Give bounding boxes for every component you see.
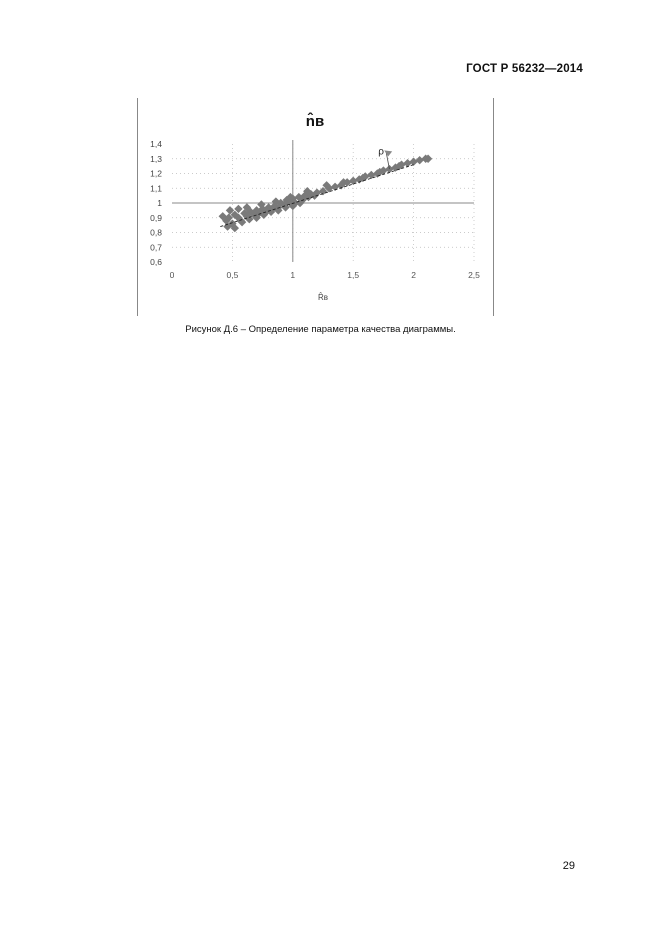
y-tick-label: 0,7 bbox=[150, 242, 162, 253]
figure-caption bbox=[0, 324, 661, 335]
x-tick-label: 2,5 bbox=[468, 270, 480, 280]
y-tick-label: 1 bbox=[157, 198, 162, 208]
data-point bbox=[415, 156, 423, 164]
chart-trend bbox=[220, 165, 413, 227]
figure-caption-text: Рисунок Д.6 – Определение параметра качества диаграммы. bbox=[185, 324, 456, 335]
y-tick-label: 1,2 bbox=[150, 168, 162, 179]
x-axis-label: R̂в bbox=[317, 293, 329, 302]
standard-id: ГОСТ Р 56232—2014 bbox=[466, 63, 583, 75]
x-tick-label: 0,5 bbox=[226, 270, 239, 280]
y-tick-label: 1,1 bbox=[150, 183, 162, 194]
data-point bbox=[349, 177, 357, 185]
chart-labels bbox=[150, 111, 480, 302]
annotation-rho: ρ bbox=[378, 146, 384, 158]
y-tick-label: 1,3 bbox=[150, 153, 162, 164]
y-tick-label: 0,8 bbox=[150, 227, 162, 238]
x-tick-label: 0 bbox=[169, 270, 175, 280]
scatter-chart bbox=[137, 98, 494, 318]
chart-title: n̂в bbox=[305, 113, 325, 130]
figure bbox=[137, 98, 494, 318]
y-tick-label: 1,4 bbox=[150, 139, 162, 149]
annotation-arrowhead bbox=[384, 150, 392, 156]
figure-frame-left bbox=[137, 98, 138, 316]
figure-frame-right bbox=[493, 98, 494, 316]
x-tick-label: 1 bbox=[290, 270, 296, 280]
y-tick-label: 0,9 bbox=[150, 212, 162, 223]
y-tick-label: 0,6 bbox=[150, 257, 162, 267]
x-tick-label: 2 bbox=[411, 270, 416, 280]
page-number: 29 bbox=[562, 860, 575, 872]
data-point bbox=[367, 171, 375, 179]
trend-line bbox=[220, 165, 413, 227]
chart-points bbox=[219, 155, 433, 233]
x-tick-label: 1,5 bbox=[347, 270, 360, 280]
